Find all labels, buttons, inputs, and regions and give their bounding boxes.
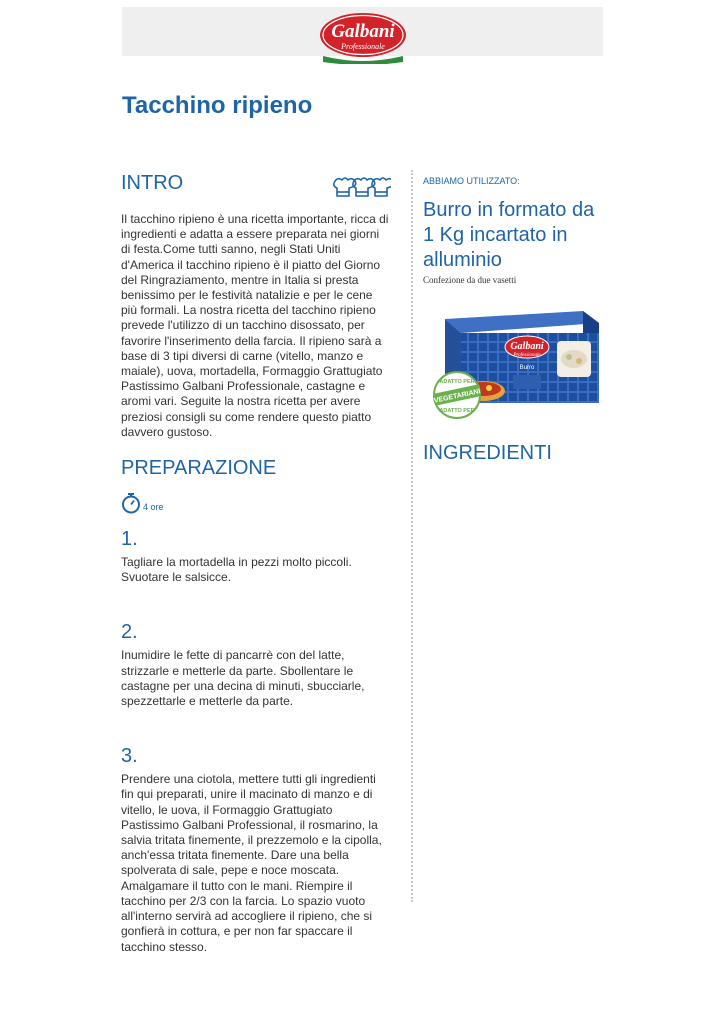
product-image[interactable] xyxy=(423,307,603,425)
preparation-time-label: 4 ore xyxy=(143,502,164,513)
step-text: Inumidire le fette di pancarrè con del latte, strizzarle e metterle da parte. Sbollentare le castagne per una decina di minuti, sbucciarle, spezzettarle e metterle da parte. xyxy=(121,648,365,709)
product-box-label: Burro xyxy=(519,365,535,371)
difficulty-chef-hats xyxy=(333,176,391,198)
product-box-brand: Galbani xyxy=(510,341,544,352)
logo-brand-text: Galbani xyxy=(331,21,395,42)
product-note: Confezione da due vasetti xyxy=(423,275,517,285)
ingredients-heading: INGREDIENTI xyxy=(423,442,552,464)
badge-top-text: ADATTO PER xyxy=(439,379,475,385)
galbani-logo[interactable] xyxy=(317,10,409,64)
chef-hat-icon xyxy=(353,178,375,196)
page-title: Tacchino ripieno xyxy=(122,92,313,119)
intro-header xyxy=(121,172,391,206)
intro-heading: INTRO xyxy=(121,172,184,194)
step-number: 1. xyxy=(121,528,138,551)
header-bar xyxy=(122,7,603,56)
step-text: Prendere una ciotola, mettere tutti gli ingredienti fin qui preparati, unire il macinato di manzo e di vitello, le uova, il Formaggio Grattugiato Pastissimo Galbani Professional, il rosmarino, la salvia tritata finemente, il prezzemolo e la cipolla, anch'essa tritata finemente. Dare una bella spolverata di sale, pepe e noce moscata. Amalgamare il tutto con le mani. Riempire il tacchino per 2/3 con la farcia. Lo spazio vuoto all'interno servirà ad accogliere il ripieno, che si gonfierà in cottura, e per non far spaccare il tacchino stesso. xyxy=(121,772,382,954)
step-text: Tagliare la mortadella in pezzi molto piccoli. Svuotare le salsicce. xyxy=(121,555,352,585)
chef-hat-icon xyxy=(334,178,356,196)
step-number: 2. xyxy=(121,621,138,644)
badge-bottom-text: ADATTO PER xyxy=(439,408,475,414)
preparation-step xyxy=(121,621,391,709)
preparation-heading: PREPARAZIONE xyxy=(121,457,277,480)
preparation-step xyxy=(121,745,391,954)
preparation-step xyxy=(121,528,391,585)
intro-text: Il tacchino ripieno è una ricetta importante, ricca di ingredienti e adatta a essere preparata nei giorni di festa.Come tutti sanno, negli Stati Uniti d'America il tacchino ripieno è il piatto del Giorno del Ringraziamento, mentre in Italia si presta benissimo per le festività natalizie e per le cene più formali. La nostra ricetta del tacchino ripieno prevede l'utilizzo di un tacchino disossato, per favorire l'inserimento della farcia. Il ripieno sarà a base di 3 tipi diversi di carne (vitello, manzo e maiale), uova, mortadella, Formaggio Grattugiato Pastissimo Galbani Professionale, castagne e aromi vari. Seguite la nostra ricetta per avere preziosi consigli su come rendere questo piatto davvero gustoso. xyxy=(121,212,389,439)
sidebar xyxy=(423,176,603,465)
product-box-sub: Professionale xyxy=(513,353,541,358)
recipe-main-column xyxy=(121,172,391,955)
used-product-label: ABBIAMO UTILIZZATO: xyxy=(423,176,520,186)
product-name[interactable]: Burro in formato da 1 Kg incartato in alluminio xyxy=(423,199,595,271)
step-number: 3. xyxy=(121,745,138,768)
badge-main-text: VEGETARIANI xyxy=(433,388,482,405)
column-divider xyxy=(411,170,413,902)
preparation-time xyxy=(121,486,391,514)
logo-sub-text: Professionale xyxy=(341,42,385,51)
stopwatch-icon xyxy=(121,492,141,514)
